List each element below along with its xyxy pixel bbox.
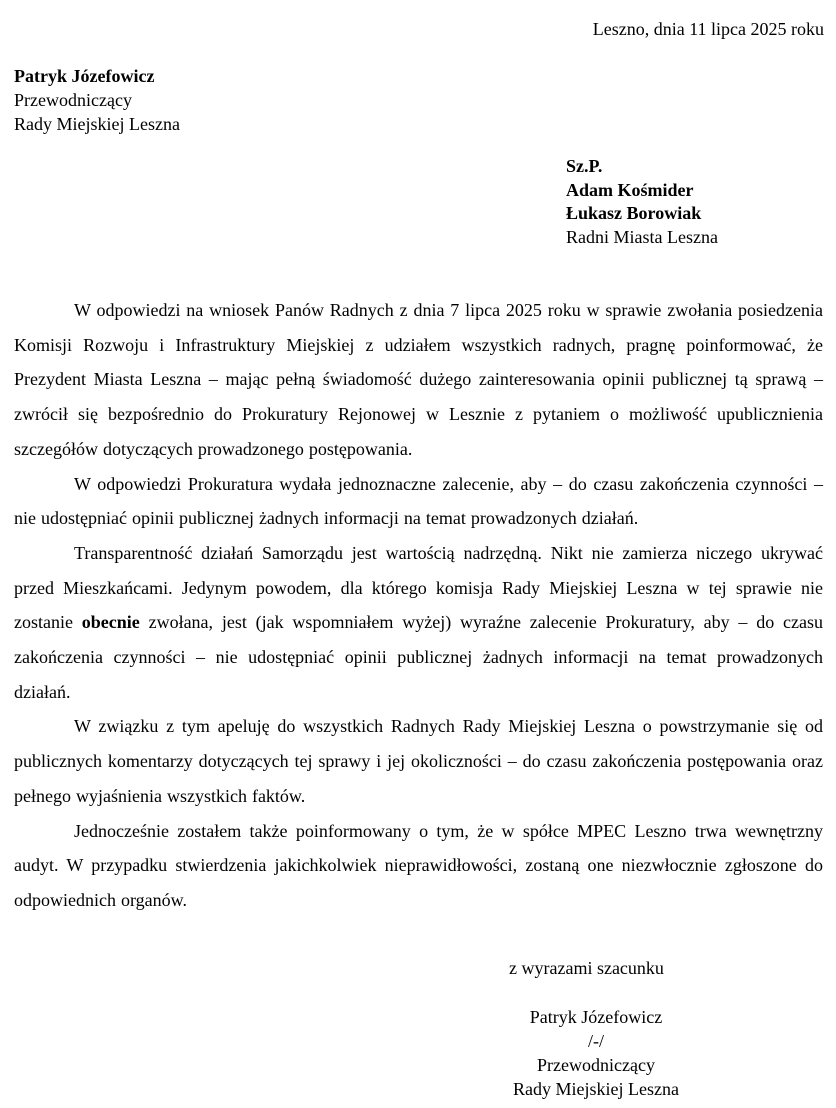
signer-name: Patryk Józefowicz	[529, 1007, 663, 1027]
closing-regards: z wyrazami szacunku	[509, 958, 664, 978]
sender-block	[14, 64, 180, 136]
signature-block	[506, 1005, 686, 1101]
recipient-role: Radni Miasta Leszna	[566, 226, 718, 247]
sender-name: Patryk Józefowicz	[14, 66, 155, 86]
signer-institution: Rady Miejskiej Leszna	[513, 1079, 679, 1099]
sender-title: Przewodniczący	[14, 90, 132, 110]
recipient-name-1: Adam Kośmider	[566, 179, 694, 200]
signed-mark: /-/	[588, 1031, 604, 1051]
letter-body	[14, 293, 823, 918]
recipient-salutation: Sz.P.	[566, 156, 603, 176]
body-paragraph-1: W odpowiedzi na wniosek Panów Radnych z dnia 7 lipca 2025 roku w sprawie zwołania posiedzenia Komisji Rozwoju i Infrastruktury Miejskiej z udziałem wszystkich radnych, pragnę poinformować, że Prezydent Miasta Leszna – mając pełną świadomość dużego zainteresowania opinii publicznej tą sprawą – zwrócił się bezpośrednio do Prokuratury Rejonowej w Lesznie z pytaniem o możliwość upublicznienia szczegółów dotyczących prowadzonego postępowania.	[14, 300, 823, 459]
place-date: Leszno, dnia 11 lipca 2025 roku	[592, 19, 824, 39]
body-paragraph-3-emphasis: obecnie	[81, 612, 140, 633]
signer-title: Przewodniczący	[537, 1055, 655, 1075]
recipient-block	[566, 155, 718, 249]
body-paragraph-3	[14, 536, 823, 710]
body-paragraph-4: W związku z tym apeluję do wszystkich Radnych Rady Miejskiej Leszna o powstrzymanie się od publicznych komentarzy dotyczących tej sprawy i jej okoliczności – do czasu zakończenia postępowania oraz pełnego wyjaśnienia wszystkich faktów.	[14, 716, 823, 806]
body-paragraph-3-part-2: zwołana, jest (jak wspomniałem wyżej) wyraźne zalecenie Prokuratury, aby – do czasu zakończenia czynności – nie udostępniać opinii publicznej żadnych informacji na temat prowadzonych działań.	[14, 612, 823, 702]
sender-institution: Rady Miejskiej Leszna	[14, 114, 180, 134]
body-paragraph-3-part-1: Transparentność działań Samorządu jest wartością nadrzędną. Nikt nie zamierza niczego ukrywać przed Mieszkańcami. Jedynym powodem, dla którego komisja Rady Miejskiej Leszna w tej sprawie nie zostanie	[14, 542, 823, 633]
body-paragraph-2: W odpowiedzi Prokuratura wydała jednoznaczne zalecenie, aby – do czasu zakończenia czynności – nie udostępniać opinii publicznej żadnych informacji na temat prowadzonych działań.	[14, 473, 823, 529]
body-paragraph-5: Jednocześnie zostałem także poinformowany o tym, że w spółce MPEC Leszno trwa wewnętrzny audyt. W przypadku stwierdzenia jakichkolwiek nieprawidłowości, zostaną one niezwłocznie zgłoszone do odpowiednich organów.	[14, 820, 823, 910]
recipient-name-2: Łukasz Borowiak	[566, 203, 702, 223]
